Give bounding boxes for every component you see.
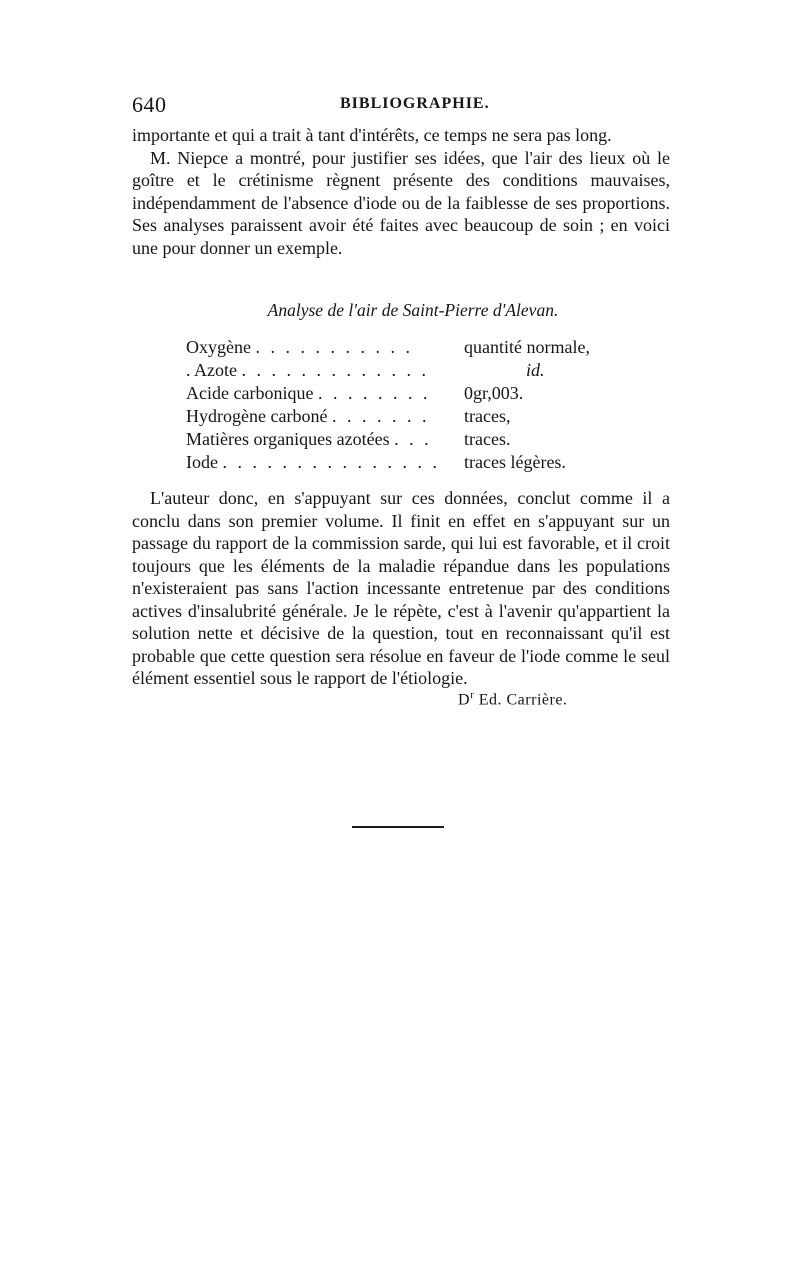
analysis-label: Matières organiques azotées . . . [186,429,432,449]
page-number: 640 [132,92,167,117]
analysis-value: traces. [464,429,511,449]
analysis-row-azote [186,359,606,382]
analysis-row-oxygene [186,336,606,359]
analysis-value: traces légères. [464,452,566,472]
analysis-value: quantité normale, [464,337,590,357]
author-signature: $D^r$ Ed. Carrière. [458,689,568,709]
analysis-row-hydrogene-carbone [186,405,606,428]
analysis-value: id. [526,360,545,380]
running-head: BIBLIOGRAPHIE. [340,95,490,112]
analysis-label: Iode . . . . . . . . . . . . . . . [186,452,440,472]
closing-text [132,487,670,690]
analysis-value: 0gr,003. [464,383,524,403]
analysis-label: Acide carbonique . . . . . . . . [186,383,431,403]
end-rule [352,826,444,828]
analysis-row-iode [186,451,606,474]
analysis-value: traces, [464,406,511,426]
analysis-row-matieres-organiques [186,428,606,451]
analysis-label: Oxygène . . . . . . . . . . . [186,337,413,357]
body-text [132,124,670,259]
page-header [132,92,670,120]
analysis-table [186,336,606,474]
analysis-label: Hydrogène carboné . . . . . . . [186,406,430,426]
paragraph-conclusion: L'auteur donc, en s'appuyant sur ces données, conclut comme il a conclu dans son premier volume. Il finit en effet en s'appuyant sur un passage du rapport de la commission sarde, qui lui est favorable, et il croit toujours que les éléments de la maladie répandue dans les populations n'existeraient pas sans l'action incessante entretenue par des conditions actives d'insalubrité générale. Je le répète, c'est à l'avenir qu'appartient la solution nette et décisive de la question, tout en reconnaissant qu'il est probable que cette question sera résolue en faveur de l'iode comme le seul élément essentiel sous le rapport de l'étiologie. [132,488,670,688]
paragraph-continuation: importante et qui a trait à tant d'intérêts, ce temps ne sera pas long. [132,125,612,145]
paragraph-niepce: M. Niepce a montré, pour justifier ses idées, que l'air des lieux où le goître et le crétinisme règnent présente des conditions mauvaises, indépendamment de l'absence d'iode ou de la faiblesse de ses proportions. Ses analyses paraissent avoir été faites avec beaucoup de soin ; en voici une pour donner un exemple. [132,147,670,258]
analysis-row-acide-carbonique [186,382,606,405]
analysis-label: . Azote . . . . . . . . . . . . . [186,360,429,380]
analysis-title: Analyse de l'air de Saint-Pierre d'Alevan. [267,300,559,320]
